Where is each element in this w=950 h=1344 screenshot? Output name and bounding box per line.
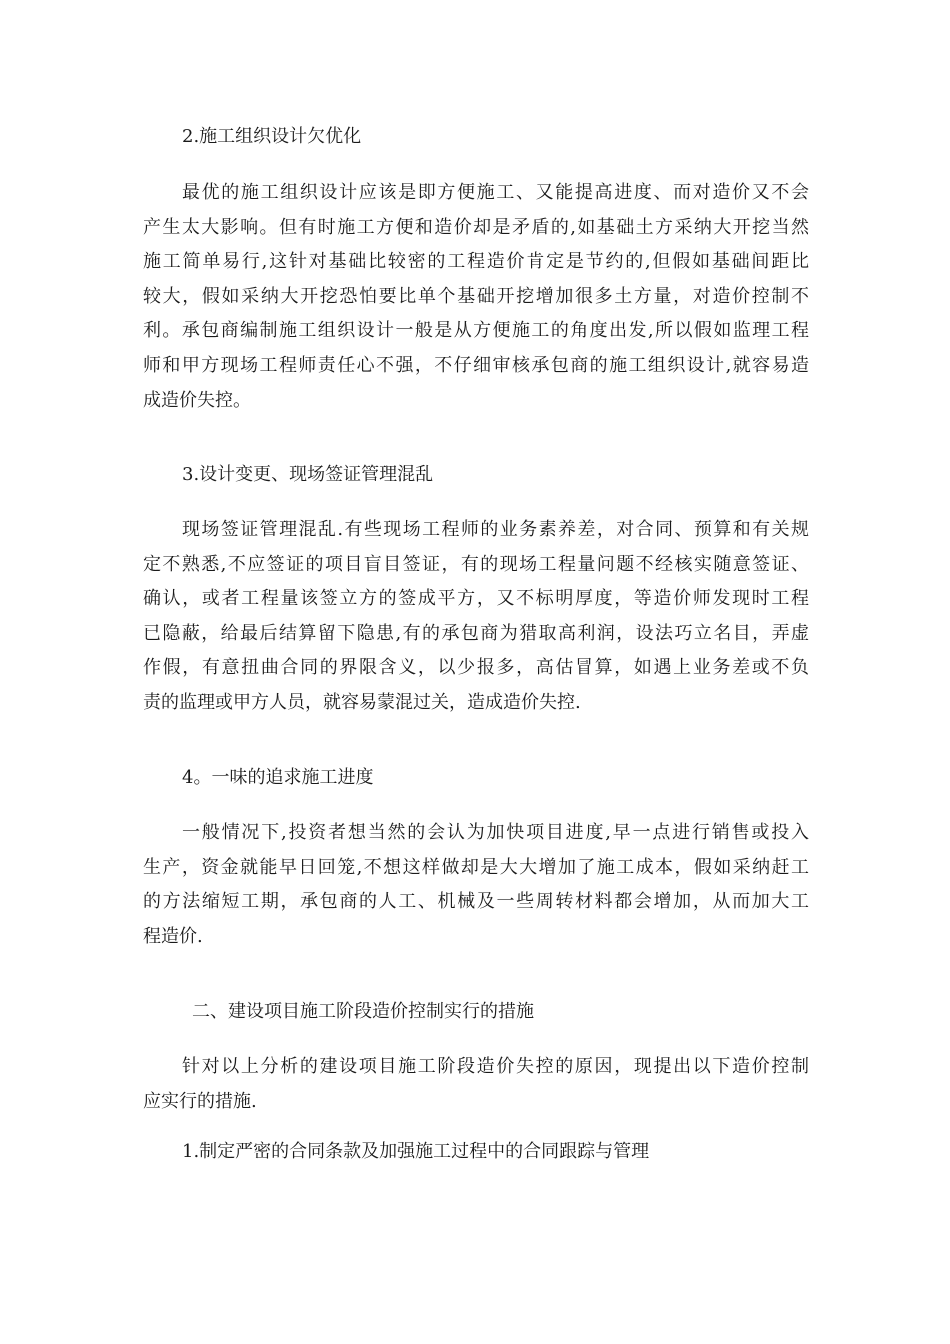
paragraph-line: 的方法缩短工期，承包商的人工、机械及一些周转材料都会增加，从而加大工 <box>143 891 809 913</box>
paragraph-line: 最优的施工组织设计应该是即方便施工、又能提高进度、而对造价又不会 <box>182 182 809 203</box>
paragraph-line: 现场签证管理混乱.有些现场工程师的业务素养差，对合同、预算和有关规 <box>182 519 809 540</box>
paragraph-line: 师和甲方现场工程师责任心不强，不仔细审核承包商的施工组织设计,就容易造 <box>143 354 809 376</box>
paragraph-line: 责的监理或甲方人员，就容易蒙混过关，造成造价失控. <box>143 691 581 713</box>
paragraph-line: 程造价. <box>143 925 203 947</box>
paragraph-line: 生产，资金就能早日回笼,不想这样做却是大大增加了施工成本，假如采纳赶工 <box>143 856 809 878</box>
paragraph-line: 利。承包商编制施工组织设计一般是从方便施工的角度出发,所以假如监理工程 <box>143 320 809 342</box>
paragraph-line: 施工简单易行,这针对基础比较密的工程造价肯定是节约的,但假如基础间距比 <box>143 251 809 273</box>
paragraph-line: 一般情况下,投资者想当然的会认为加快项目进度,早一点进行销售或投入 <box>182 822 809 843</box>
section-paragraph <box>143 513 809 721</box>
paragraph-line: 应实行的措施. <box>143 1090 257 1112</box>
section-paragraph <box>143 176 809 418</box>
paragraph-line: 已隐蔽，给最后结算留下隐患,有的承包商为猎取高利润，设法巧立名目，弄虚 <box>143 622 809 644</box>
section-paragraph <box>143 1050 809 1119</box>
section-heading: 1.制定严密的合同条款及加强施工过程中的合同跟踪与管理 <box>182 1141 650 1162</box>
paragraph-line: 产生太大影响。但有时施工方便和造价却是矛盾的,如基础土方采纳大开挖当然 <box>143 216 809 238</box>
section-heading: 3.设计变更、现场签证管理混乱 <box>182 464 434 485</box>
section-heading: 2.施工组织设计欠优化 <box>182 126 362 147</box>
section-heading: 二、建设项目施工阶段造价控制实行的措施 <box>192 1001 534 1022</box>
paragraph-line: 针对以上分析的建设项目施工阶段造价失控的原因，现提出以下造价控制 <box>182 1056 809 1077</box>
paragraph-line: 较大，假如采纳大开挖恐怕要比单个基础开挖增加很多土方量，对造价控制不 <box>143 285 809 307</box>
section-paragraph <box>143 816 809 954</box>
paragraph-line: 作假，有意扭曲合同的界限含义，以少报多，高估冒算，如遇上业务差或不负 <box>143 657 809 679</box>
section-heading: 4。一味的追求施工进度 <box>182 767 374 788</box>
paragraph-line: 定不熟悉,不应签证的项目盲目签证，有的现场工程量问题不经核实随意签证、 <box>143 553 809 575</box>
paragraph-line: 成造价失控。 <box>143 389 251 411</box>
paragraph-line: 确认，或者工程量该签立方的签成平方，又不标明厚度，等造价师发现时工程 <box>143 588 809 610</box>
